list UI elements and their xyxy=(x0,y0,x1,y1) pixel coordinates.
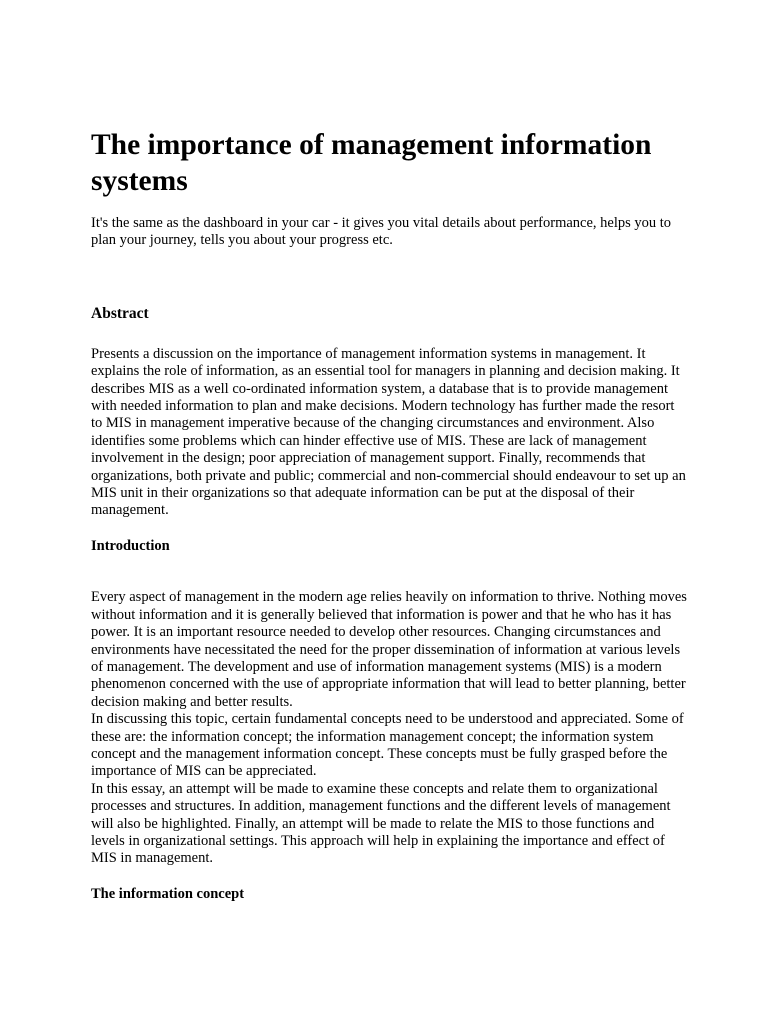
abstract-paragraph: Presents a discussion on the importance of management information systems in management. It explains the role of information, as an essential tool for managers in planning and decision making. It describes MIS as a well co-ordinated information system, a database that is to provide management with needed information to plan and make decisions. Modern technology has further made the resort to MIS in management imperative because of the changing circumstances and environment. Also identifies some problems which can hinder effective use of MIS. These are lack of management involvement in the design; poor appreciation of management support. Finally, recommends that organizations, both private and public; commercial and non-commercial should endeavour to set up an MIS unit in their organizations so that adequate information can be put at the disposal of their management. xyxy=(91,345,686,519)
introduction-paragraph-1: Every aspect of management in the modern age relies heavily on information to thrive. Nothing moves without information and it is generally believed that information is power and that he who has it has power. It is an important resource needed to develop other resources. Changing circumstances and environments have necessitated the need for the proper dissemination of information at various levels of management. The development and use of information management systems (MIS) is a modern phenomenon concerned with the use of appropriate information that will lead to better planning, better decision making and better results. xyxy=(91,589,687,710)
lede-paragraph: It's the same as the dashboard in your car - it gives you vital details about performance, helps you to plan your journey, tells you about your progress etc. xyxy=(91,215,672,249)
document-title: The importance of management information systems xyxy=(91,129,652,197)
introduction-heading: Introduction xyxy=(91,537,170,554)
introduction-paragraph-3: In this essay, an attempt will be made to examine these concepts and relate them to organizational processes and structures. In addition, management functions and the different levels of management will also be highlighted. Finally, an attempt will be made to relate the MIS to those functions and levels in organizational settings. This approach will help in explaining the importance and effect of MIS in management. xyxy=(91,780,671,867)
information-concept-heading: The information concept xyxy=(91,885,245,902)
abstract-heading: Abstract xyxy=(91,304,149,322)
introduction-paragraph-2: In discussing this topic, certain fundamental concepts need to be understood and appreciated. Some of these are: the information concept; the information management concept; the information system concept and the management information concept. These concepts must be fully grasped before the importance of MIS can be appreciated. xyxy=(91,711,684,780)
